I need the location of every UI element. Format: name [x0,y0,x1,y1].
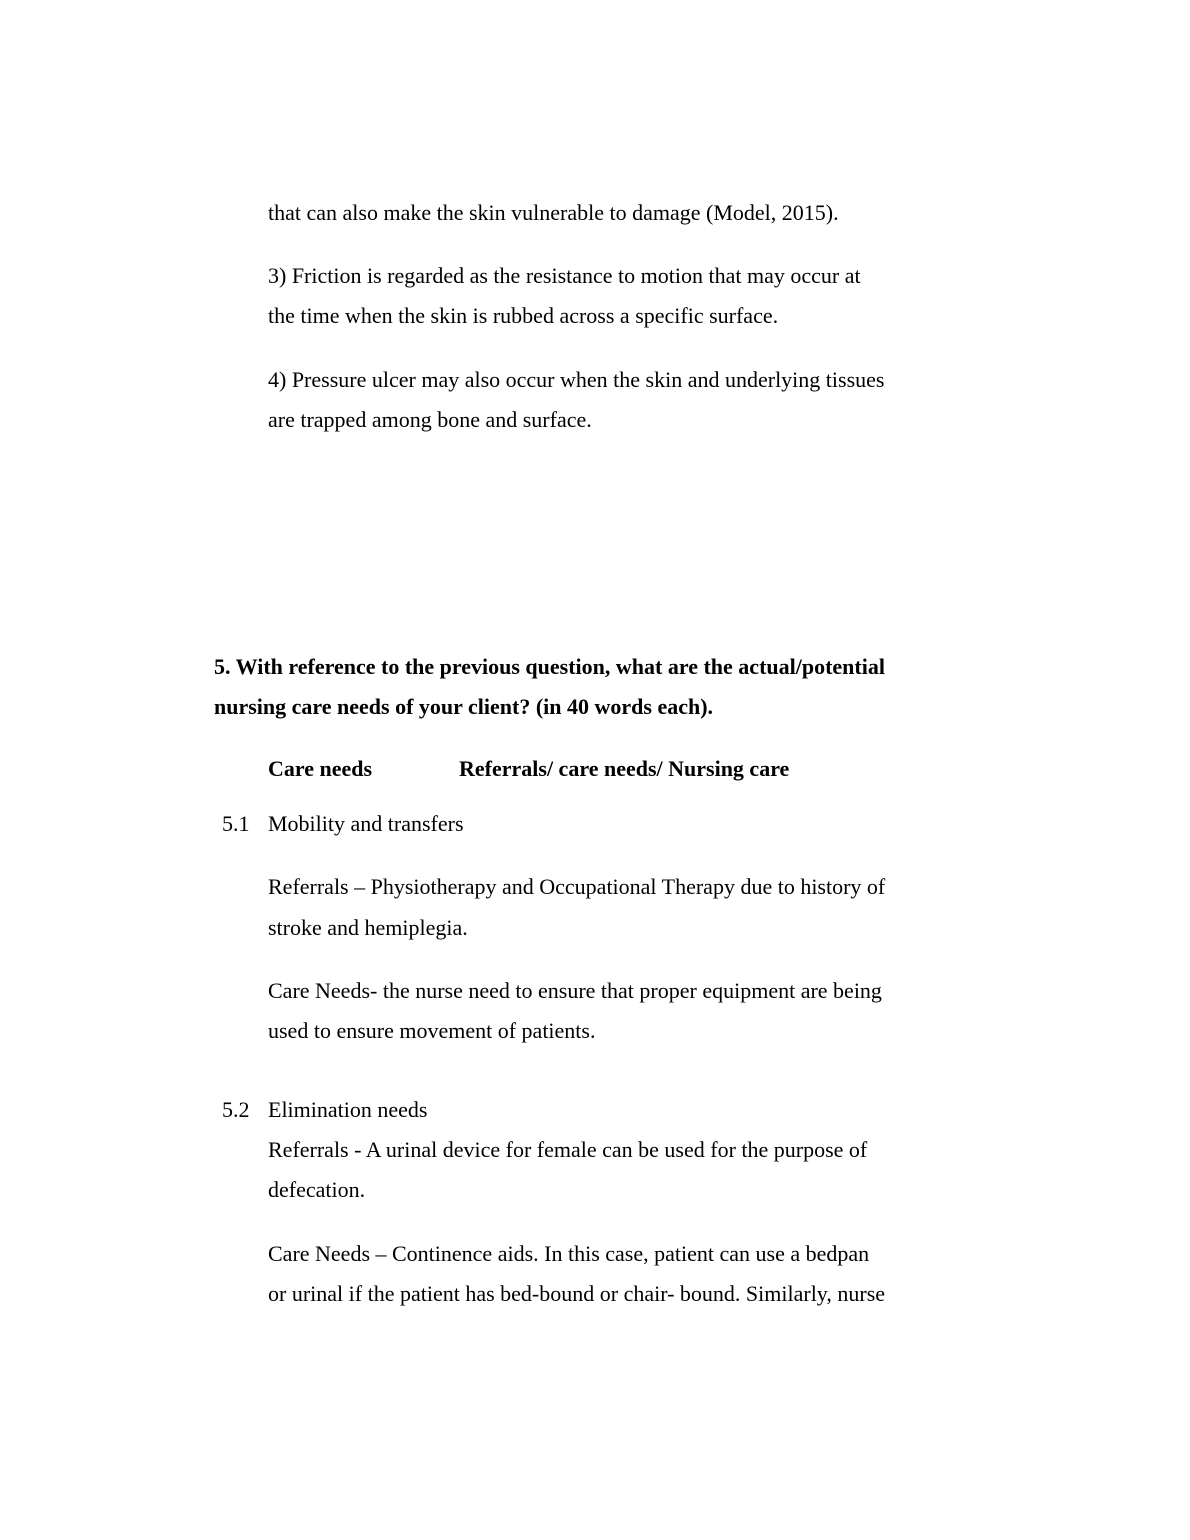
mobility-care-needs-text-cont: used to ensure movement of patients. [268,1018,596,1043]
elimination-referrals-text: Referrals - A urinal device for female can be used for the purpose of [268,1137,868,1162]
table-header-referrals: Referrals/ care needs/ Nursing care [459,756,790,781]
elimination-care-needs-text-cont: or urinal if the patient has bed-bound or chair- bound. Similarly, nurse [268,1281,886,1306]
continuation-text: that can also make the skin vulnerable to damage (Model, 2015). [268,200,839,225]
question-5-heading-cont: nursing care needs of your client? (in 40 words each). [214,694,714,719]
mobility-referrals-text: Referrals – Physiotherapy and Occupational Therapy due to history of [268,874,886,899]
point-3-text: 3) Friction is regarded as the resistance to motion that may occur at [268,263,861,288]
elimination-referrals-text-cont: defecation. [268,1177,366,1202]
question-5-heading: 5. With reference to the previous question, what are the actual/potential [214,654,885,679]
section-number-5-1: 5.1 [222,811,250,836]
point-3-text-cont: the time when the skin is rubbed across a specific surface. [268,303,779,328]
table-header-care-needs: Care needs [268,756,373,781]
section-title-elimination: Elimination needs [268,1097,428,1122]
section-title-mobility: Mobility and transfers [268,811,464,836]
point-4-text: 4) Pressure ulcer may also occur when the skin and underlying tissues [268,367,885,392]
section-number-5-2: 5.2 [222,1097,250,1122]
mobility-care-needs-text: Care Needs- the nurse need to ensure that proper equipment are being [268,978,882,1003]
elimination-care-needs-text: Care Needs – Continence aids. In this case, patient can use a bedpan [268,1241,870,1266]
point-4-text-cont: are trapped among bone and surface. [268,407,592,432]
mobility-referrals-text-cont: stroke and hemiplegia. [268,915,468,940]
